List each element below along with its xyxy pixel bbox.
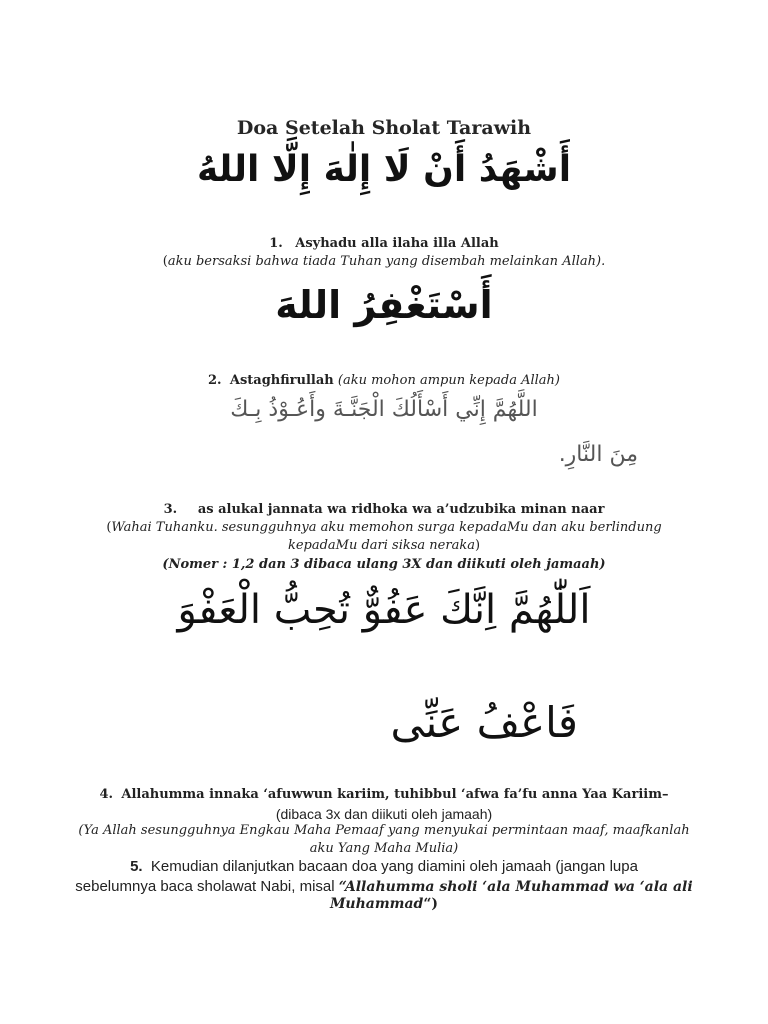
item-1-translation-line [0, 254, 768, 269]
item-2-line [0, 373, 768, 388]
item-2-number: 2. [208, 373, 222, 388]
item-3-translation-line1 [0, 520, 768, 535]
item-1-paren: ( [162, 254, 168, 269]
item-3-line [0, 502, 768, 517]
item-5-line2 [0, 878, 768, 895]
arabic-istighfar: أَسْتَغْفِرُ اللهَ [275, 283, 493, 327]
item-3-paren-close: ) [474, 538, 481, 553]
item-3-number: 3. [163, 502, 178, 517]
item-4-translation-1: (Ya Allah sesungguhnya Engkau Maha Pemaaf yang menyukai permintaan maaf, maafkanlah [78, 823, 690, 838]
arabic-afuw-line1: اَللّٰهُمَّ اِنَّكَ عَفُوٌّ تُحِبُّ الْعَفْوَ [177, 587, 591, 633]
arabic-jannah-line1: اللَّهُمَّ إِنِّي أَسْأَلُكَ الْجَنَّـةَ وأَعُـوْذُ بِـكَ [230, 397, 538, 422]
item-1-translation: aku bersaksi bahwa tiada Tuhan yang disembah melainkan Allah). [167, 254, 606, 269]
item-5-number: 5. [130, 858, 143, 875]
item-5-text-1: Kemudian dilanjutkan bacaan doa yang diamini oleh jamaah (jangan lupa [150, 858, 638, 875]
item-2-translation: (aku mohon ampun kepada Allah) [337, 373, 560, 388]
item-3-translation-line2 [0, 538, 768, 553]
item-4-text: Allahumma innaka ‘afuwwun kariim, tuhibbul ‘afwa fa’fu anna Yaa Kariim– [121, 787, 669, 802]
item-3-text: as alukal jannata wa ridhoka wa a’udzubika minan naar [197, 502, 605, 517]
item-4-note-line [0, 806, 768, 822]
item-4-translation-line2 [0, 841, 768, 856]
item-4-number: 4. [99, 787, 114, 802]
item-5-text-2: sebelumnya baca sholawat Nabi, misal [75, 878, 339, 895]
item-2-text: Astaghfirullah [229, 373, 334, 388]
item-3-note: (Nomer : 1,2 dan 3 dibaca ulang 3X dan diikuti oleh jamaah) [162, 557, 606, 572]
item-3-paren-open: ( [106, 520, 112, 535]
item-1-text: Asyhadu alla ilaha illa Allah [295, 236, 499, 251]
item-5-line1 [0, 858, 768, 875]
page-title: Doa Setelah Sholat Tarawih [236, 117, 532, 139]
item-4-line [0, 787, 768, 802]
item-5-line3 [0, 896, 768, 912]
arabic-jannah-line2: مِنَ النَّارِ. [558, 442, 638, 467]
item-4-translation-2: aku Yang Maha Mulia) [309, 841, 459, 856]
item-3-translation-1: Wahai Tuhanku. sesungguhnya aku memohon surga kepadaMu dan aku berlindung [111, 520, 662, 535]
item-4-translation-line1 [0, 823, 768, 838]
item-5-quote-1: “Allahumma sholi ‘ala Muhammad wa ‘ala ali [338, 879, 693, 895]
item-5-quote-2: Muhammad [329, 896, 424, 912]
item-1-line [0, 236, 768, 251]
item-3-note-line [0, 557, 768, 572]
arabic-afuw-line2: فَاعْفُ عَنِّى [390, 698, 578, 747]
item-5-quote-end: “) [423, 896, 439, 912]
item-3-translation-2: kepadaMu dari siksa neraka [287, 538, 475, 553]
item-1-number: 1. [269, 236, 283, 251]
item-4-note: (dibaca 3x dan diikuti oleh jamaah) [275, 806, 493, 822]
arabic-shahada: أَشْهَدُ أَنْ لَا إِلٰهَ إِلَّا اللهُ [196, 149, 572, 190]
